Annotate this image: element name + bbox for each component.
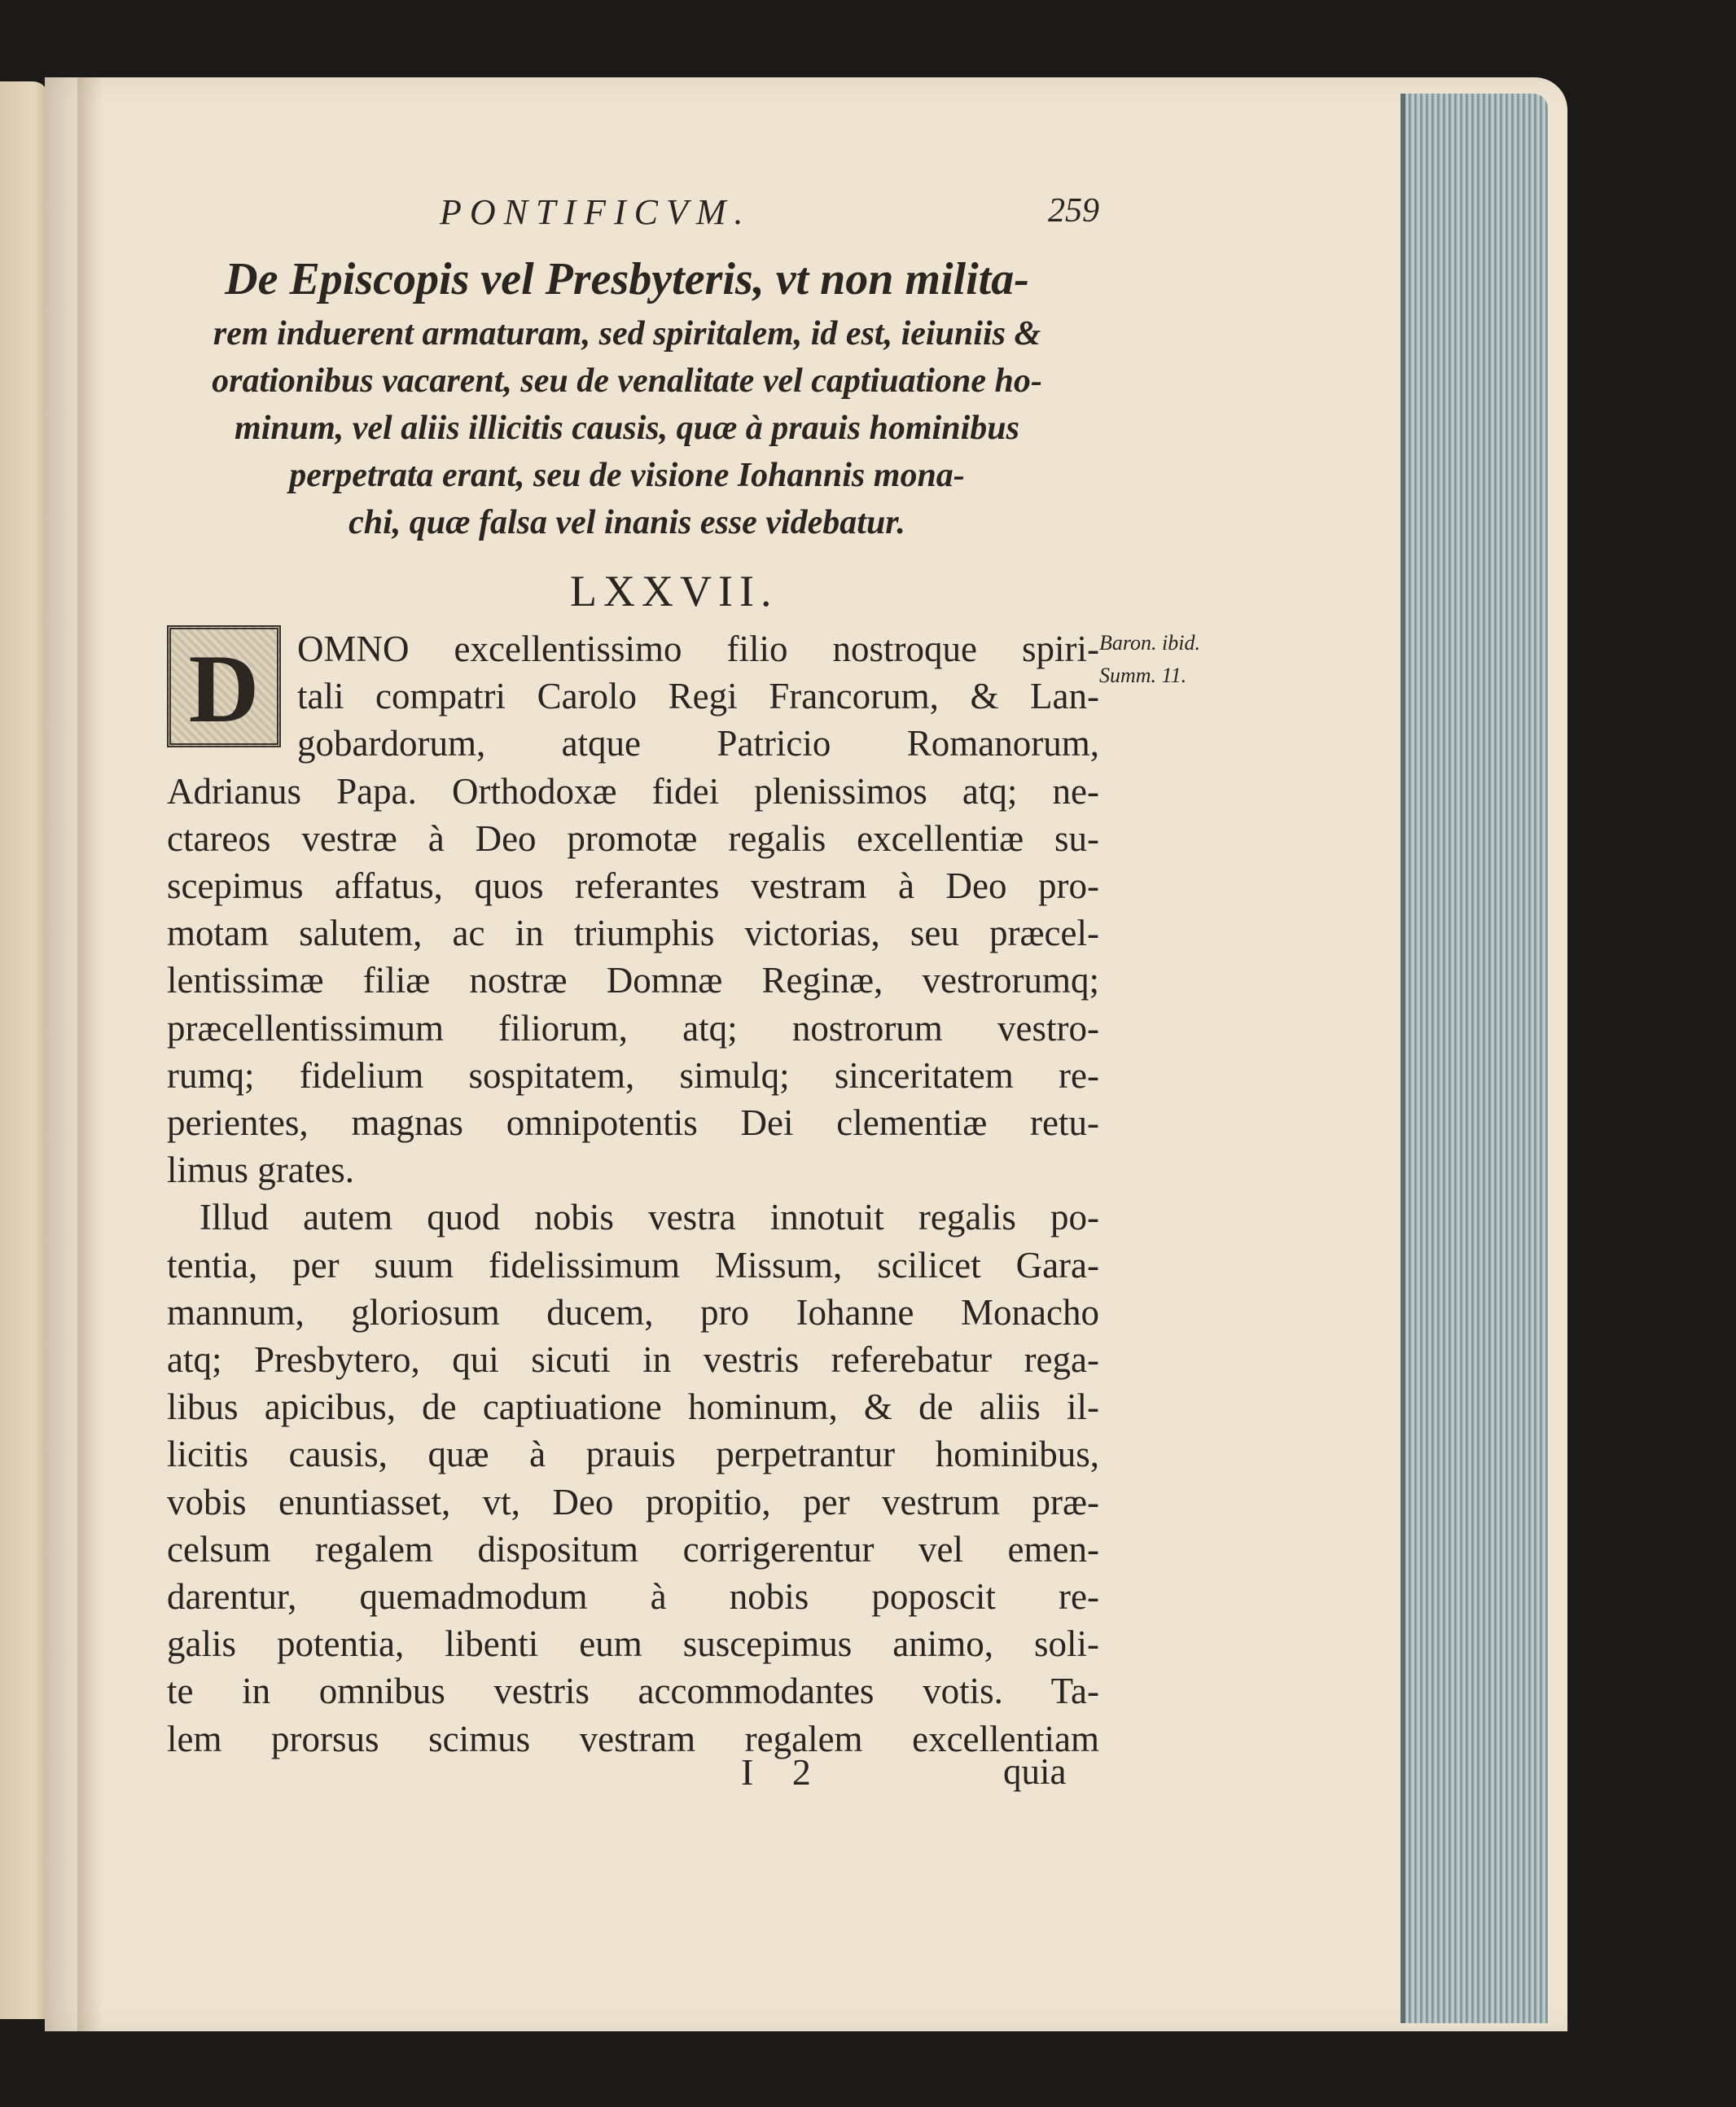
margin-note-line: Baron. ibid. (1099, 631, 1200, 655)
body-line: tali compatri Carolo Regi Francorum, & Lan- (297, 676, 1099, 717)
chapter-summary (155, 248, 1099, 546)
body-line: motam salutem, ac in triumphis victorias, seu præcel- (167, 913, 1099, 954)
running-title: PONTIFICVM. (440, 192, 752, 232)
summary-line: De Episcopis vel Presbyteris, vt non milita- (225, 254, 1029, 304)
body-line: ctareos vestræ à Deo promotæ regalis excellentiæ su- (167, 817, 1099, 859)
page-edges (1401, 94, 1548, 2023)
signature-mark: I 2 (741, 1751, 826, 1793)
body-line: scepimus affatus, quos referantes vestram à Deo pro- (167, 865, 1099, 907)
catchword: quia (1003, 1751, 1067, 1792)
body-line: lem prorsus scimus vestram regalem excellentiam (167, 1718, 1099, 1759)
chapter-number: LXXVII. (570, 567, 778, 615)
body-line: te in omnibus vestris accommodantes votis. Ta- (167, 1671, 1099, 1712)
body-line: perientes, magnas omnipotentis Dei clementiæ retu- (167, 1102, 1099, 1144)
body-line: Illud autem quod nobis vestra innotuit regalis po- (199, 1197, 1099, 1238)
body-line: limus grates. (167, 1150, 354, 1191)
body-line: libus apicibus, de captiuatione hominum, & de aliis il- (167, 1386, 1099, 1428)
body-line: rumq; fidelium sospitatem, simulq; sinceritatem re- (167, 1054, 1099, 1096)
drop-cap-letter: D (188, 634, 260, 742)
body-line: mannum, gloriosum ducem, pro Iohanne Monacho (167, 1291, 1099, 1333)
body-line: galis potentia, libenti eum suscepimus animo, soli- (167, 1623, 1099, 1665)
body-line: vobis enuntiasset, vt, Deo propitio, per vestrum præ- (167, 1481, 1099, 1522)
body-line: OMNO excellentissimo filio nostroque spiri- (297, 629, 1099, 669)
page-gutter-shadow (77, 77, 102, 2031)
summary-line: chi, quæ falsa vel inanis esse videbatur. (349, 504, 905, 541)
facing-page-edge (0, 81, 49, 2019)
summary-line: orationibus vacarent, seu de venalitate vel captiuatione ho- (212, 362, 1042, 400)
margin-note-line: Summ. 11. (1099, 664, 1187, 687)
body-line: præcellentissimum filiorum, atq; nostrorum vestro- (167, 1007, 1099, 1049)
body-line: darentur, quemadmodum à nobis poposcit re- (167, 1576, 1099, 1618)
body-line: gobardorum, atque Patricio Romanorum, (297, 723, 1099, 764)
page-number: 259 (1048, 192, 1099, 230)
summary-line: minum, vel aliis illicitis causis, quæ à prauis hominibus (235, 410, 1019, 447)
body-line: lentissimæ filiæ nostræ Domnæ Reginæ, vestrorumq; (167, 960, 1099, 1001)
margin-note (1099, 627, 1200, 692)
body-line: tentia, per suum fidelissimum Missum, scilicet Gara- (167, 1244, 1099, 1286)
running-header (440, 191, 1099, 240)
body-line: atq; Presbytero, qui sicuti in vestris referebatur rega- (167, 1339, 1099, 1381)
body-line: Adrianus Papa. Orthodoxæ fidei plenissimos atq; ne- (167, 770, 1099, 812)
summary-line: perpetrata erant, seu de visione Iohannis mona- (289, 457, 965, 494)
summary-line: rem induerent armaturam, sed spiritalem, id est, ieiuniis & (213, 315, 1041, 353)
body-line: celsum regalem dispositum corrigerentur vel emen- (167, 1528, 1099, 1570)
body-line: licitis causis, quæ à prauis perpetrantur hominibus, (167, 1434, 1099, 1475)
body-text (167, 625, 1099, 1763)
